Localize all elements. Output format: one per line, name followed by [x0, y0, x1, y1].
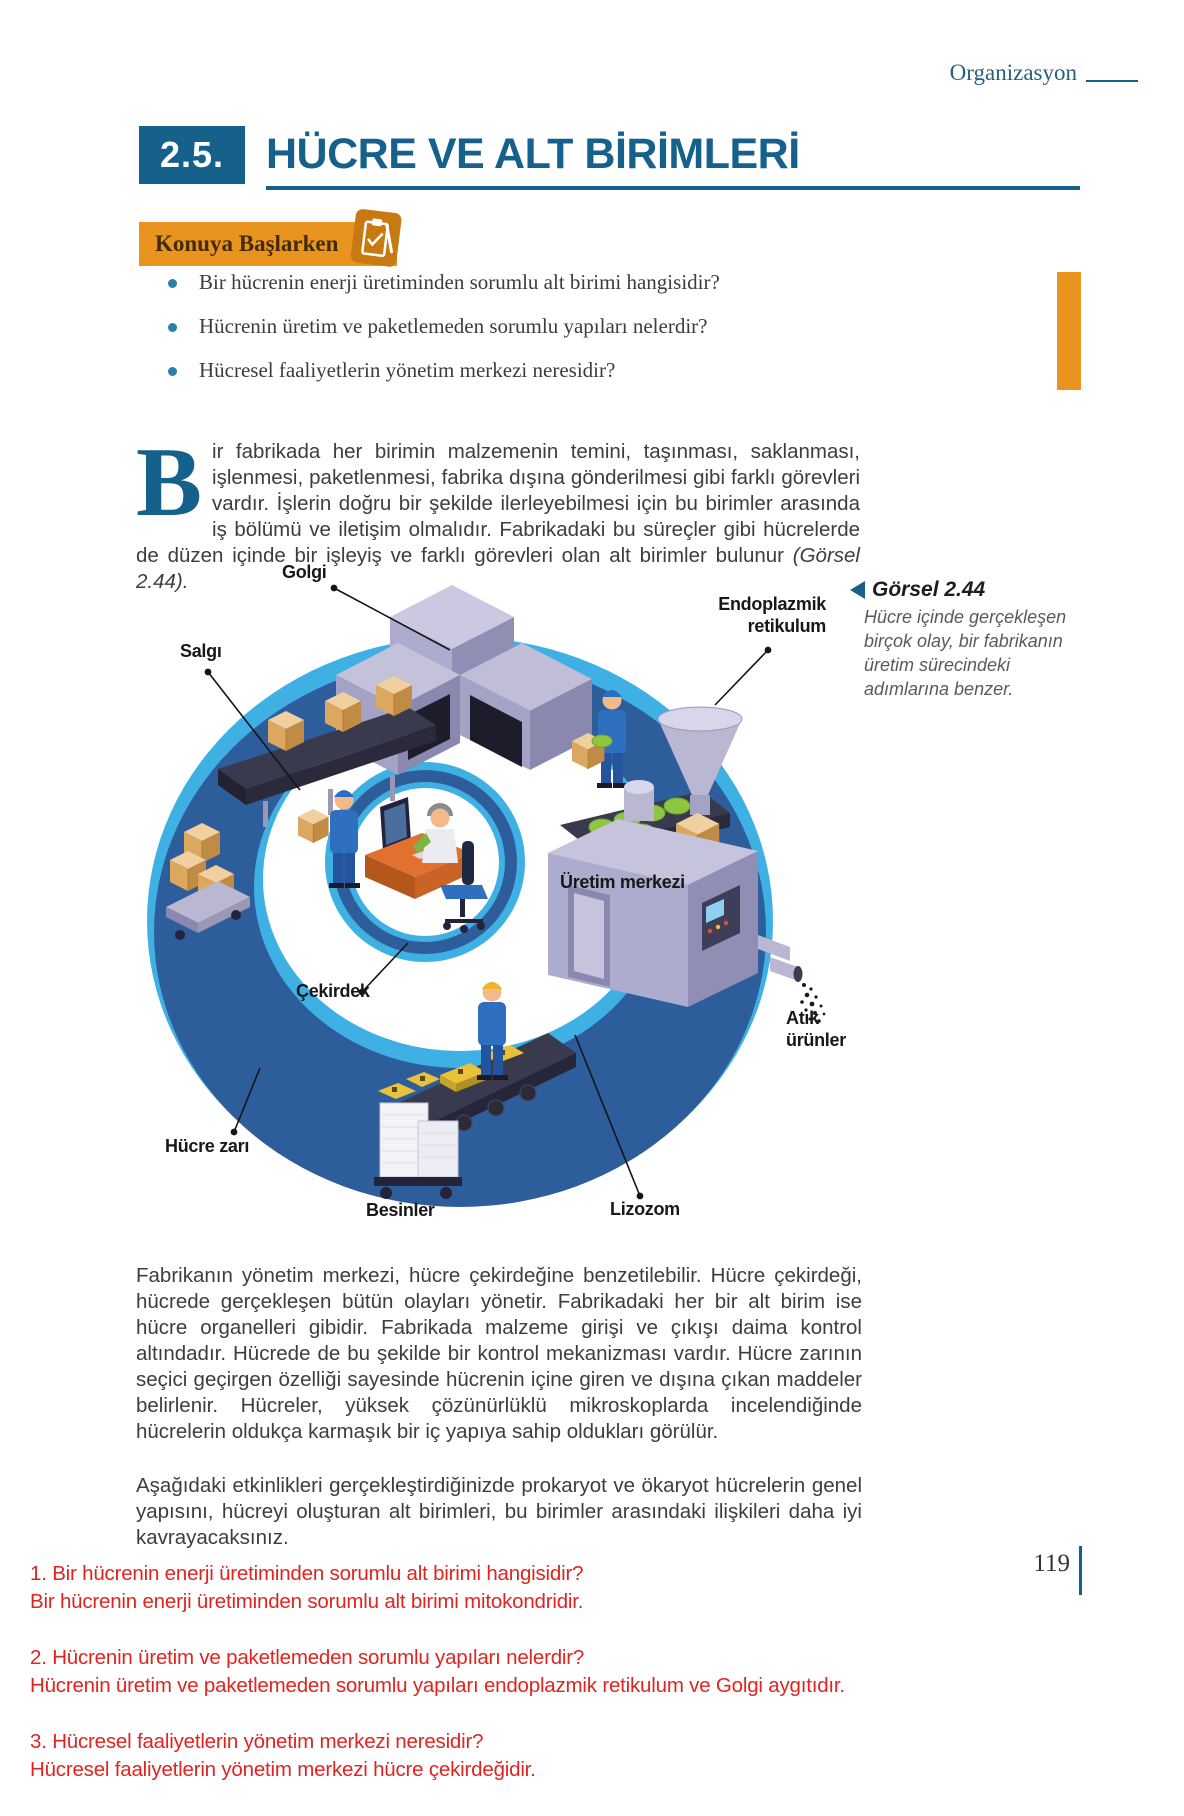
body-paragraph-2: Fabrikanın yönetim merkezi, hücre çekirdeğine benzetilebilir. Hücre çekirdeği, hücrede gerçekleşen bütün olayları yönetir. Fabrikadaki her bir alt birim ise hücre organelleri gibidir. Fabrikada malzeme girişi ve çıkışı daima kontrol altındadır. Hücrede de bu şekilde bir kontrol mekanizması vardır. Hücre zarının seçici geçirgen özelliği sayesinde hücrenin içine giren ve dışına çıkan maddeler belirlenir. Hücreler, yüksek çözünürlüklü mikroskoplarda incelendiğinde hücrelerin oldukça karmaşık bir iç yapıya sahip oldukları görülür.: [136, 1263, 862, 1443]
intro-question-3: Hücresel faaliyetlerin yönetim merkezi neresidir?: [199, 358, 616, 382]
page-number: 119: [1033, 1550, 1070, 1577]
annotation-block-3: [30, 1728, 1090, 1784]
intro-banner-title: Konuya Başlarken: [155, 231, 339, 256]
intro-question-2: Hücrenin üretim ve paketlemeden sorumlu yapıları nelerdir?: [199, 314, 708, 338]
label-uretim-merkezi: Üretim merkezi: [560, 872, 685, 892]
list-item: [168, 314, 908, 341]
title-underline: [266, 186, 1080, 190]
figure-caption-title: Görsel 2.44: [872, 578, 986, 601]
label-hucre-zari: Hücre zarı: [165, 1136, 250, 1156]
intro-question-list: [168, 270, 908, 402]
drop-cap: B: [136, 427, 203, 537]
margin-accent-bar: [1057, 272, 1081, 390]
label-lizozom: Lizozom: [610, 1199, 680, 1219]
cell-factory-illustration: [140, 555, 860, 1270]
label-besinler: Besinler: [366, 1200, 435, 1220]
figure-caption-header: [850, 578, 1080, 602]
page-title: HÜCRE VE ALT BİRİMLERİ: [266, 130, 800, 178]
annotation-answer-1: Bir hücrenin enerji üretiminden sorumlu alt birimi mitokondridir.: [30, 1590, 584, 1613]
annotation-question-3: 3. Hücresel faaliyetlerin yönetim merkezi neresidir?: [30, 1730, 484, 1753]
section-number-badge: 2.5.: [139, 126, 245, 184]
caption-arrow-icon: [850, 581, 865, 599]
annotation-question-2: 2. Hücrenin üretim ve paketlemeden sorumlu yapıları nelerdir?: [30, 1646, 585, 1669]
clipboard-icon: [349, 207, 406, 271]
intro-question-1: Bir hücrenin enerji üretiminden sorumlu alt birimi hangisidir?: [199, 270, 720, 294]
figure-reference: (Görsel 2.44).: [136, 543, 860, 593]
list-item: [168, 358, 908, 385]
label-cekirdek: Çekirdek: [296, 981, 370, 1001]
label-golgi: Golgi: [282, 562, 327, 582]
label-endoplazmik-retikulum: Endoplazmik retikulum: [718, 594, 826, 636]
paragraph-text: ir fabrikada her birimin malzemenin temini, taşınması, saklanması, işlenmesi, paketlenmesi, fabrika dışına gönderilmesi gibi farklı görevleri vardır. İşlerin doğru bir şekilde ilerleyebilmesi için bu birimler arasında iş bölümü ve iletişim olmalıdır. Fabrikadaki bu süreçler gibi hücrelerde de düzen içinde bir işleyiş ve farklı görevleri olan alt birimler bulunur: [136, 439, 860, 567]
label-salgi: Salgı: [180, 641, 222, 661]
bullet-icon: [168, 323, 177, 332]
annotation-block-2: [30, 1644, 1090, 1700]
body-paragraph-3: Aşağıdaki etkinlikleri gerçekleştirdiğinizde prokaryot ve ökaryot hücrelerin genel yapısını, hücreyi oluşturan alt birimleri, bu birimler arasındaki ilişkileri daha iyi kavrayacaksınız.: [136, 1473, 862, 1549]
annotation-answer-3: Hücresel faaliyetlerin yönetim merkezi hücre çekirdeğidir.: [30, 1758, 536, 1781]
label-atik-urunler: Atık ürünler: [786, 1008, 846, 1050]
header-rule: [1086, 80, 1138, 82]
annotation-answer-2: Hücrenin üretim ve paketlemeden sorumlu yapıları endoplazmik retikulum ve Golgi aygıtıdır.: [30, 1674, 845, 1697]
bullet-icon: [168, 279, 177, 288]
list-item: [168, 270, 908, 297]
bullet-icon: [168, 367, 177, 376]
figure-caption-text: Hücre içinde gerçekleşen birçok olay, bir fabrikanın üretim sürecindeki adımlarına benzer.: [864, 607, 1067, 699]
annotation-block-1: [30, 1560, 1090, 1616]
annotation-question-1: 1. Bir hücrenin enerji üretiminden sorumlu alt birimi hangisidir?: [30, 1562, 584, 1585]
running-header: Organizasyon: [949, 60, 1077, 85]
